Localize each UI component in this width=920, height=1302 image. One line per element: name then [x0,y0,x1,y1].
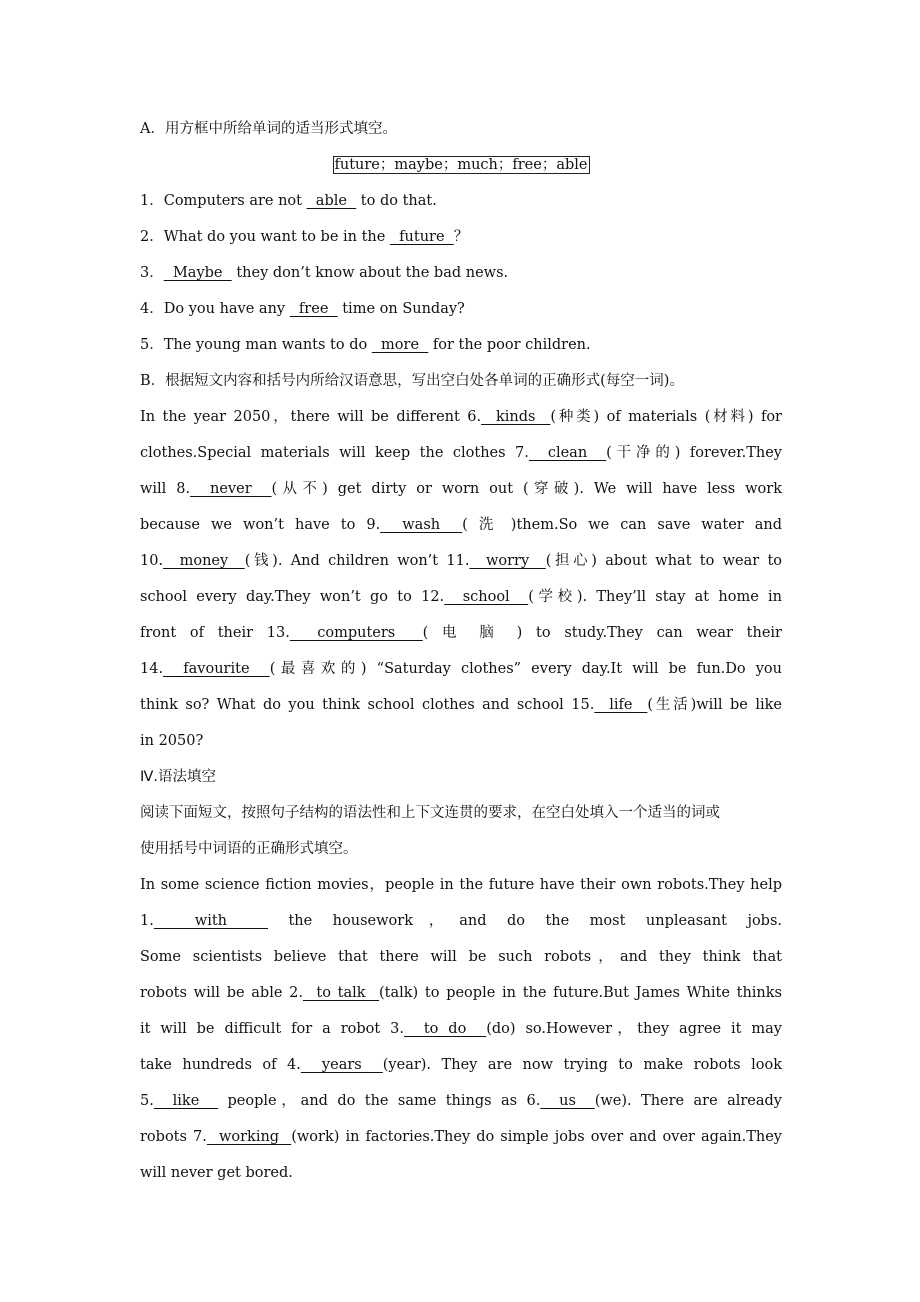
answer-blank: working [206,1129,292,1145]
answer-blank: us [540,1093,595,1109]
exercise-item [140,190,782,226]
answer-blank: like [153,1093,219,1109]
passage-text: it will be difficult for a robot 3. [140,1021,404,1037]
passage-line [140,658,782,694]
passage-line [140,550,782,586]
exercise-item [140,262,782,298]
passage-line [140,1162,782,1198]
part-b-passage [140,406,782,766]
passage-text: ( 洗 )them.So we can save water and [462,517,783,533]
exercise-item [140,334,782,370]
item-text: time on Sunday? [337,301,465,317]
item-number: 1． [140,193,164,209]
passage-text: (talk) to people in the future.But James White thinks [379,985,783,1001]
passage-text: think so? What do you think school clothes and school 15. [140,697,595,713]
passage-line [140,982,782,1018]
passage-line [140,874,782,910]
passage-line [140,1018,782,1054]
answer-blank: with [153,913,268,929]
passage-text: robots 7. [140,1129,207,1145]
passage-text: front of their 13. [140,625,290,641]
passage-text: (学校). They’ll stay at home in [528,589,783,605]
passage-line [140,442,782,478]
answer-blank: to do [403,1021,487,1037]
passage-line [140,730,782,766]
passage-text: 5. [140,1093,154,1109]
passage-line [140,478,782,514]
answer-blank: to talk [302,985,379,1001]
passage-text: (种类) of materials (材料) for [550,409,782,425]
item-text: ？ [453,229,469,245]
word-box-line [140,154,782,190]
passage-text: 1. [140,913,154,929]
passage-line [140,946,782,982]
passage-text: (we). There are already [594,1093,782,1109]
passage-line [140,514,782,550]
passage-line [140,1090,782,1126]
passage-text: 10. [140,553,164,569]
answer-blank: years [300,1057,383,1073]
passage-text: (work) in factories.They do simple jobs over and over again.They [291,1129,782,1145]
part-iv-passage [140,874,782,1198]
answer-blank: more [371,337,429,353]
passage-text: In some science fiction movies，people in the future have their own robots.They help [140,877,782,893]
passage-line [140,694,782,730]
answer-blank: never [190,481,272,497]
passage-text: (最喜欢的) “Saturday clothes” every day.It will be fun.Do you [269,661,782,677]
answer-blank: future [389,229,454,245]
passage-line [140,1054,782,1090]
answer-blank: computers [289,625,423,641]
passage-line [140,910,782,946]
answer-blank: school [444,589,529,605]
item-number: 2． [140,229,164,245]
passage-text: school every day.They won’t go to 12. [140,589,445,605]
part-a-items [140,190,782,370]
answer-blank: able [306,193,357,209]
passage-line [140,622,782,658]
passage-text: (干净的) forever.They [606,445,782,461]
passage-text: In the year 2050，there will be different 6. [140,409,482,425]
answer-blank: worry [469,553,546,569]
answer-blank: money [163,553,245,569]
passage-text: (year). They are now trying to make robots look [382,1057,782,1073]
answer-blank: kinds [481,409,551,425]
item-text: Do you have any [163,301,290,317]
item-text: What do you want to be in the [163,229,390,245]
passage-text: clothes.Special materials will keep the clothes 7. [140,445,529,461]
item-text: for the poor children. [428,337,591,353]
passage-text: (do) so.However，they agree it may [486,1021,782,1037]
passage-text: in 2050? [140,733,204,749]
item-text: they don’t know about the bad news. [231,265,509,281]
exercise-item [140,298,782,334]
passage-text: 14. [140,661,164,677]
item-text: The young man wants to do [163,337,372,353]
part-b-heading: B．根据短文内容和括号内所给汉语意思，写出空白处各单词的正确形式(每空一词)。 [140,373,684,389]
item-text: Computers are not [163,193,307,209]
passage-text: ( 电 脑 ) to study.They can wear their [422,625,782,641]
exercise-item [140,226,782,262]
passage-text: (担心) about what to wear to [545,553,782,569]
passage-line [140,586,782,622]
part-iv-heading: Ⅳ.语法填空 [140,769,216,785]
passage-text: because we won’t have to 9. [140,517,381,533]
answer-blank: clean [528,445,607,461]
answer-blank: wash [380,517,463,533]
passage-text: (从不) get dirty or worn out (穿破). We will have less work [271,481,782,497]
passage-line [140,406,782,442]
item-number: 3． [140,265,164,281]
passage-text: the housework，and do the most unpleasant jobs. [267,913,783,929]
part-iv-instruction: 使用括号中词语的正确形式填空。 [140,841,358,857]
passage-text: (生活)will be like [647,697,782,713]
part-a-heading: A．用方框中所给单词的适当形式填空。 [140,121,397,137]
answer-blank: life [594,697,648,713]
word-box: future；maybe；much；free；able [334,157,588,173]
passage-line [140,1126,782,1162]
item-number: 4． [140,301,164,317]
item-number: 5． [140,337,164,353]
passage-text: will never get bored. [140,1165,293,1181]
item-text: to do that. [356,193,437,209]
passage-text: will 8. [140,481,191,497]
passage-text: take hundreds of 4. [140,1057,301,1073]
answer-blank: free [289,301,338,317]
passage-text: Some scientists believe that there will be such robots，and they think that [140,949,782,965]
passage-text: (钱). And children won’t 11. [244,553,470,569]
part-iv-instruction: 阅读下面短文，按照句子结构的语法性和上下文连贯的要求，在空白处填入一个适当的词或 [140,805,720,821]
answer-blank: Maybe [163,265,232,281]
answer-blank: favourite [163,661,270,677]
passage-text: robots will be able 2. [140,985,303,1001]
passage-text: people，and do the same things as 6. [218,1093,541,1109]
worksheet-content [140,118,782,1198]
